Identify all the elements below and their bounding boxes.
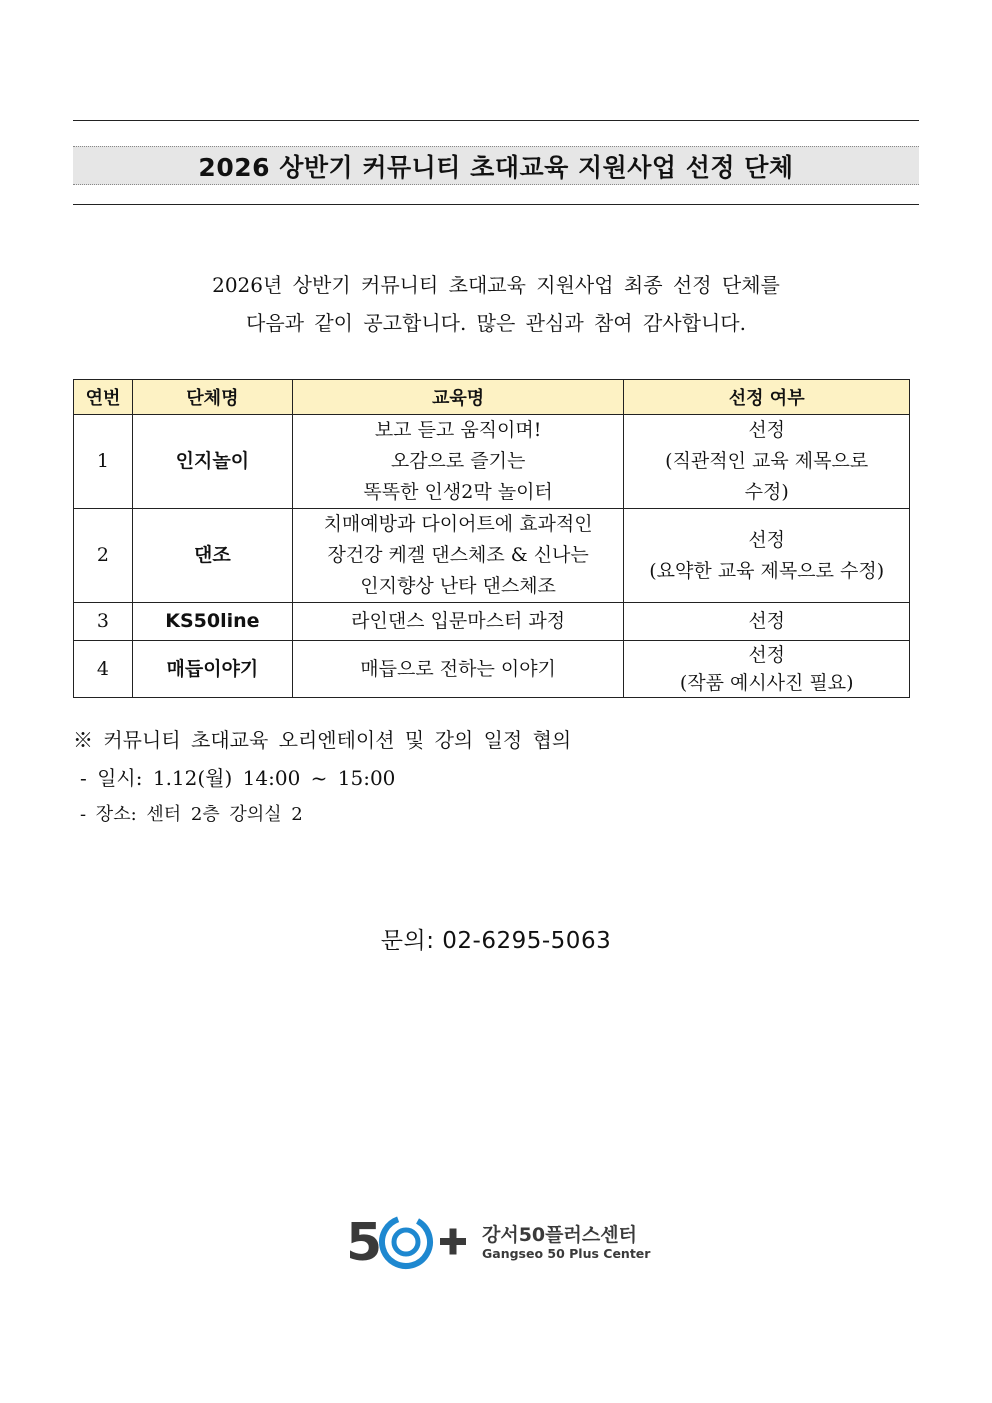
header-org: 단체명	[132, 380, 292, 415]
result-line: 선정	[748, 644, 786, 666]
table-row	[74, 641, 910, 698]
result-line: (직관적인 교육 제목으로	[665, 450, 869, 472]
course-line: 치매예방과 다이어트에 효과적인	[323, 513, 593, 535]
result-line: (작품 예시사진 필요)	[679, 672, 854, 694]
row-result	[624, 509, 910, 603]
course-line: 똑똑한 인생2막 놀이터	[363, 481, 553, 503]
result-line: 선정	[748, 419, 786, 441]
notes-date: - 일시: 1.12(월) 14:00 ~ 15:00	[80, 766, 396, 790]
contact-info: 문의: 02-6295-5063	[380, 928, 612, 954]
result-line: 선정	[748, 610, 786, 632]
course-line: 장건강 케겔 댄스체조 & 신나는	[327, 544, 589, 566]
row-result	[624, 603, 910, 641]
logo-ring-outer	[373, 1212, 439, 1272]
logo-five-glyph: 5	[346, 1213, 383, 1272]
row-org: 댄조	[132, 509, 292, 603]
header-result: 선정 여부	[624, 380, 910, 415]
top-rule	[73, 120, 919, 121]
table-row	[74, 415, 910, 509]
row-no: 3	[74, 603, 133, 641]
selection-table	[73, 379, 910, 698]
row-org: 인지놀이	[132, 415, 292, 509]
row-course	[292, 603, 624, 641]
logo-mark	[346, 1212, 476, 1272]
table-header-row	[74, 380, 910, 415]
row-result	[624, 415, 910, 509]
course-line: 보고 듣고 움직이며!	[374, 419, 542, 441]
header-course: 교육명	[292, 380, 624, 415]
page-title: 2026 상반기 커뮤니티 초대교육 지원사업 선정 단체	[73, 146, 919, 185]
row-no: 4	[74, 641, 133, 698]
row-org: 매듭이야기	[132, 641, 292, 698]
course-line: 라인댄스 입문마스터 과정	[351, 610, 566, 632]
intro-line-1: 2026년 상반기 커뮤니티 초대교육 지원사업 최종 선정 단체를	[212, 273, 780, 297]
intro-line-2: 다음과 같이 공고합니다. 많은 관심과 참여 감사합니다.	[246, 311, 746, 335]
table-row	[74, 509, 910, 603]
logo-ring-inner	[394, 1230, 418, 1254]
header-no: 연번	[74, 380, 133, 415]
logo-name-ko: 강서50플러스센터	[482, 1224, 637, 1246]
notes-heading: ※ 커뮤니티 초대교육 오리엔테이션 및 강의 일정 협의	[73, 728, 572, 752]
row-no: 2	[74, 509, 133, 603]
row-course	[292, 509, 624, 603]
course-line: 인지향상 난타 댄스체조	[360, 575, 556, 597]
logo-plus-v	[450, 1229, 457, 1255]
result-line: 수정)	[744, 481, 789, 503]
row-course	[292, 641, 624, 698]
row-no: 1	[74, 415, 133, 509]
table-row	[74, 603, 910, 641]
row-result	[624, 641, 910, 698]
course-line: 오감으로 즐기는	[390, 450, 526, 472]
result-line: (요약한 교육 제목으로 수정)	[649, 559, 885, 582]
logo-name-en: Gangseo 50 Plus Center	[482, 1246, 651, 1261]
row-org: KS50line	[132, 603, 292, 641]
row-course	[292, 415, 624, 509]
center-logo	[346, 1212, 651, 1272]
result-line: 선정	[748, 528, 786, 551]
course-line: 매듭으로 전하는 이야기	[360, 657, 556, 680]
notes-place: - 장소: 센터 2층 강의실 2	[80, 804, 303, 825]
title-bottom-rule	[73, 204, 919, 205]
